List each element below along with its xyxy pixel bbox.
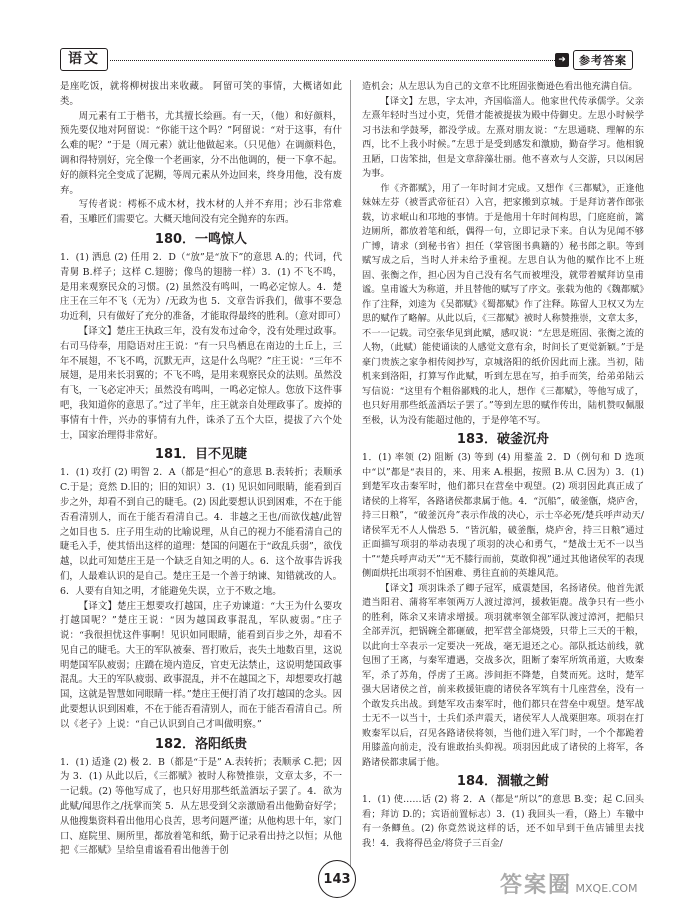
paragraph: 写传者说：樗栎不成木材，找木材的人并不弃用；沙石非常难看，玉雕匠们需要它。大概天地间没有完全抛弃的东西。 [60, 199, 342, 226]
paragraph: 造机会；从左思认为自己的文章不比班固张衡逊色看出他充满自信。 [362, 81, 638, 92]
translation-183: 【译文】项羽诛杀了卿子冠军，威震楚国，名扬诸侯。他首先派遣当阳君、蒲将军率领两万人渡过漳河，援救钜鹿。战争只有一些小的胜利，陈余又来请求增援。项羽就率领全部军队渡过漳河，把船只全部弄沉，把锅碗全都砸破，把军营全部烧毁，只带上三天的干粮，以此向士卒表示一定要决一死战，毫无退还之心。部队抵达前线，就包围了王离，与秦军遭遇，交战多次，阻断了秦军所筑甬道，大败秦军，杀了苏角，俘虏了王离。涉间拒不降楚，自焚而死。这时，楚军强大居诸侯之首，前来救援钜鹿的诸侯各军筑有十几座营垒，没有一个敢发兵出战。到楚军攻击秦军时，他们都只在营垒中观望。楚军战士无不一以当十，士兵们杀声震天，诸侯军人人战栗胆寒。项羽在打败秦军以后，召见各路诸侯将领，当他们进入军门时，一个个都跪着用膝盖向前走，没有谁敢抬头仰视。项羽因此成了诸侯的上将军，各路诸侯都隶属于他。 [362, 582, 644, 768]
section-title-181: 181．目不见睫 [154, 447, 248, 463]
column-divider [350, 80, 351, 870]
paragraph: 周元素有工于楷书，尤其擅长绘画。有一天，（他）和好颜料，预先要仅地对阿留说：“你能干这个吗？”阿留说：“对于这事，有什么难的呢？”于是（周元素）就让他做起来。（只见他）在调颜料色，调和得特别好，完全像一个老画家，分不出他调的，便一下拿不起。好的颜料完全变成了泥糊，等周元素从外边回来，终身用他，没有废弃。 [60, 110, 342, 196]
answers-180: 1．(1) 洒息 (2) 任用 2．D（“放”是“放下”的意思 A.的；代词，代青舅 B.样子；这样 C.翅膀；像鸟的翅膀一样）3．(1) 不飞不鸣，是用来观察民众的习惯。(2) 虽然没有鸣叫，一鸣必定惊人。4．楚庄王在三年不飞（无为）/无政为也 5．文章告诉我们，做事不要急功近利，只有做好了充分的准备，才能取得最终的胜利。（意对即可） [60, 251, 346, 323]
header-rule [110, 60, 555, 61]
translation-182: 【译文】左思，字太冲，齐国临淄人。他家世代传承儒学。父亲左熹年轻时当过小吏，凭借才能被提拔为殿中侍御史。左思小时候学习书法和学鼓琴，都没学成。左熹对朋友说：“左思通晓、理解的东西，比不上我小时候。”左思于是受到感发和激励，勤奋学习。他相貌丑陋，口齿笨拙，但是文章辞藻壮丽。他不喜欢与人交游，只以闲居为事。 [362, 95, 644, 179]
answers-181: 1．(1) 攻打 (2) 明智 2．A（都是“担心”的意思 B.表转折；表顺承 C.于是；竟然 D.旧的；旧的知识）3．(1) 见识如同眼睛，能看到百步之外，却看不到自己的睫毛。(2) 因此要想认识到困难，不在于能否看清别人，而在于能否看清自己。4．非越之王也/而欲伐越/此智之如目也 5．庄子用生动的比喻说理，从自己的视力不能看清自己的睫毛入手，使其悟出这样的道理：楚国的问题在于“政乱兵弱”，欲伐越，以此可知楚庄王是一个缺乏自知之明的人。6．这个故事告诉我们，人最难认识的是自己。楚庄王是一个善于纳谏、知错就改的人。6．人要有自知之明，才能避免失误，立于不败之地。 [60, 467, 342, 597]
section-title-180: 180．一鸣惊人 [154, 231, 248, 247]
watermark-logo: 答案圈 [500, 873, 573, 898]
watermark-url: MXQE.COM [575, 882, 638, 895]
answers-label: 参考答案 [573, 50, 633, 70]
subject-label: 语文 [60, 48, 108, 71]
answers-182: 1．(1) 适逢 (2) 极 2．B（都是“于是” A.表转折；表顺承 C.把；因为 3．(1) 从此以后，《三都赋》被时人称赞推崇，文章太多，不一一记载。(2) 等他写成了，也只好用那些纸盖酒坛子罢了。4．欲为此赋/闻思作之/抚掌而笑 5．从左思受到父亲激励看出他勤奋好学；从他搜集资料看出他用心良苦，思考问题严谨；从他构思十年，家门口、庭院里、厕所里，都放着笔和纸，勤于记录看出持之以恒；从他把《三都赋》呈给皇甫谧看看出他善于创 [60, 756, 342, 857]
section-title-183: 183．破釜沉舟 [456, 432, 550, 447]
answers-184: 1．(1) 使……话 (2) 将 2．A（都是“所以”的意思 B.变；起 C.回头看；拜访 D.的；宾语前置标志）3．(1) 我回头一看，（路上）车辙中有一条鲫鱼。(2) 你竟然说这样的话，还不如早到干鱼店铺里去找我！4．我将得邑金/将贷子三百金/ [362, 794, 644, 849]
paragraph: 作《齐都赋》，用了一年时间才完成。又想作《三都赋》，正逢他妹妹左芬（被晋武帝征召）入宫，把家搬到京城。于是拜访著作郎张载，访求岷山和邛地的事情。于是他用十年时间构思，门庭庭前，篱边厕所，都放着笔和纸，偶得一句，立即记录下来。自认为见闻不够广博，请求（到秘书省）担任（掌管图书典籍的）秘书郎之职。等到赋写成之后，当时人并未给予重视。左思自认为他的赋作比不上班固、张衡之作，担心因为自己没有名气而被埋没，就带着赋拜访皇甫谧。皇甫谧大为称道，并且替他的赋写了序文。张载为他的《魏都赋》作了注释，刘逵为《吴都赋》《蜀都赋》作了注释。陈留人卫权又为左思的赋作了略解。从此以后，《三都赋》被时人称赞推崇，文章太多，不一一记载。司空张华见到此赋，感叹说：“左思是班固、张衡之流的人物，（此赋）能使诵读的人感觉文意有余，时间长了更觉新颖。”于是豪门贵族之家争相传阅抄写，京城洛阳的纸价因此而上涨。当初，陆机来到洛阳，打算写作此赋，听到左思在写，拍手而笑，给弟弟陆云写信说：“这里有个粗俗鄙贱的北人，想作《三都赋》，等他写成了，也只好用那些纸盖酒坛子罢了。”等到左思的赋作传出，陆机赞叹佩服至极，认为没有能超过他的，于是停笔不写。 [362, 182, 644, 426]
translation-180: 【译文】楚庄王执政三年，没有发布过命令，没有处理过政事。右司马侍奉，用隐语对庄王说：“有一只鸟栖息在南边的土丘上，三年不展翅，不飞不鸣，沉默无声，这是什么鸟呢？”庄王说：“三年不展翅，是用来长羽翼的；不飞不鸣，是用来观察民众的法则。虽然没有飞，一飞必定冲天；虽然没有鸣叫，一鸣必定惊人。您放下这件事吧，我知道你的意思了。”过了半年，庄王就亲自处理政事了。废掉的事情有十件，兴办的事情有九件，诛杀了五个大臣，提拔了六个处士，国家治理得非常好。 [60, 325, 342, 441]
paragraph: 是座吃饭，就将柳树拔出来收藏。 阿留可笑的事情，大概诸如此类。 [60, 81, 342, 107]
section-title-182: 182．洛阳纸贵 [154, 736, 248, 752]
arrow-right-icon: ➜ [555, 53, 569, 67]
translation-181: 【译文】楚庄王想要攻打越国，庄子劝谏道：“大王为什么要攻打越国呢？”楚庄王说：“因为越国政事混乱，军队疲弱。”庄子说：“我很担忧这件事啊！见识如同眼睛，能看到百步之外，却看不见自己的睫毛。大王的军队被秦、晋打败后，丧失土地数百里，这说明楚国军队疲弱；庄蹻在境内造反，官吏无法禁止，这说明楚国政事混乱。大王的军队疲弱、政事混乱，并不在越国之下，却想要攻打越国，这就是智慧如同眼睛一样。”楚庄王便打消了攻打越国的念头。因此要想认识到困难，不在于能否看清别人，而在于能否看清自己。所以《老子》上说：“自己认识到自己才叫做明察。” [60, 600, 342, 730]
answers-label-group [555, 48, 633, 71]
page-number: 143 [318, 860, 356, 898]
answers-183: 1．(1) 率领 (2) 阻断 (3) 等到 (4) 用鍪盖 2．D（例句和 D 选项中“以”都是“表目的，来、用来 A.根据，按照 B.从 C.因为）3．(1) 到楚军攻击秦军时，他们都只在营垒中观望。(2) 项羽因此真正成了诸侯的上将军，各路诸侯都隶属于他。4．“沉船”，破釜甑，烧庐舍，持三日粮”，“破釜沉舟”表示作战的决心，示士卒必死/楚兵呼声动天/诸侯军无不人人惴恐 5．“皆沉船，破釜甑，烧庐舍，持三日粮”通过正面描写项羽的举动表现了项羽的决心和勇气，“楚战士无不一以当十”“楚兵呼声动天”“无不膝行而前，莫敢仰视”通过其他诸侯军的表现侧面烘托出项羽不怕困难、勇往直前的英雄风范。 [362, 452, 644, 579]
watermark [500, 868, 637, 899]
left-column [60, 80, 346, 859]
section-title-184: 184．涸辙之鲋 [456, 774, 550, 789]
right-column [362, 80, 644, 851]
